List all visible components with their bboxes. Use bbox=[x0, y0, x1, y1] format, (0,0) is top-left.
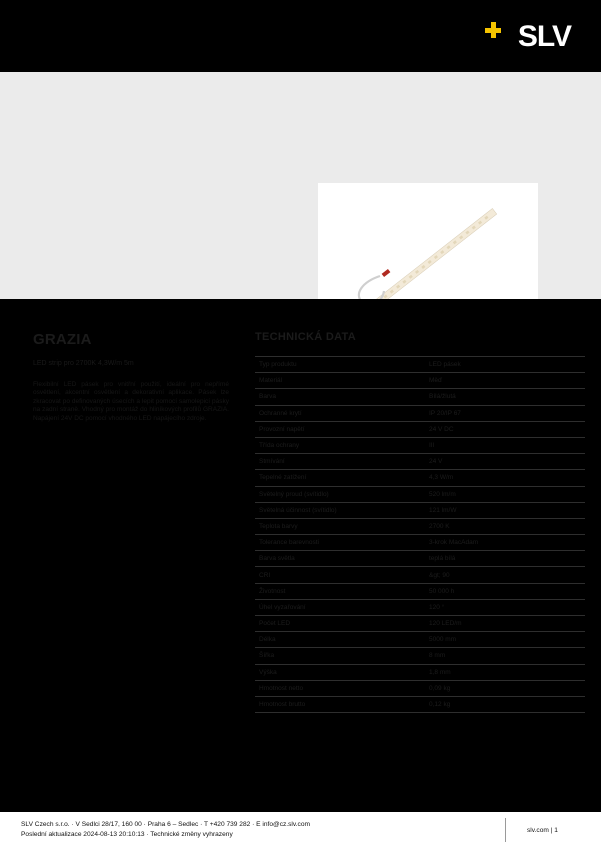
spec-value: 50 000 h bbox=[423, 583, 585, 599]
spec-key: Šířka bbox=[255, 648, 423, 664]
spec-key: Barva bbox=[255, 389, 423, 405]
spec-key: Stmívání bbox=[255, 454, 423, 470]
spec-key: Tolerance barevnosti bbox=[255, 535, 423, 551]
spec-value: 2700 K bbox=[423, 518, 585, 534]
spec-key: Barva světla bbox=[255, 551, 423, 567]
spec-key: Hmotnost brutto bbox=[255, 696, 423, 712]
spec-value: Měď bbox=[423, 373, 585, 389]
page-footer bbox=[0, 811, 601, 851]
spec-value: 24 V bbox=[423, 454, 585, 470]
table-row bbox=[255, 616, 585, 632]
spec-key: Délka bbox=[255, 632, 423, 648]
spec-value: 3-krok MacAdam bbox=[423, 535, 585, 551]
spec-table-body bbox=[255, 357, 585, 713]
page-title: GRAZIA bbox=[33, 331, 92, 348]
table-row bbox=[255, 357, 585, 373]
spec-key: CRI bbox=[255, 567, 423, 583]
spec-key: Ochranné krytí bbox=[255, 405, 423, 421]
table-row bbox=[255, 696, 585, 712]
page-header bbox=[0, 0, 601, 72]
product-image-band bbox=[0, 72, 601, 299]
spec-key: Počet LED bbox=[255, 616, 423, 632]
spec-value: III bbox=[423, 437, 585, 453]
footer-page-indicator: slv.com | 1 bbox=[527, 827, 558, 834]
spec-table-title: TECHNICKÁ DATA bbox=[255, 331, 356, 343]
spec-key: Světelná účinnost (svítidlo) bbox=[255, 502, 423, 518]
table-row bbox=[255, 421, 585, 437]
plus-icon bbox=[485, 22, 501, 38]
table-row bbox=[255, 502, 585, 518]
footer-address: SLV Czech s.r.o. · V Sedlci 28/17, 160 00 · Praha 6 – Sedlec · T +420 739 282 · E info@cz.slv.com bbox=[21, 821, 310, 828]
spec-value: 120 ° bbox=[423, 599, 585, 615]
table-row bbox=[255, 373, 585, 389]
table-row bbox=[255, 648, 585, 664]
table-row bbox=[255, 437, 585, 453]
table-row bbox=[255, 535, 585, 551]
spec-key: Materiál bbox=[255, 373, 423, 389]
spec-key: Teplota barvy bbox=[255, 518, 423, 534]
spec-value: 0,09 kg bbox=[423, 680, 585, 696]
table-row bbox=[255, 470, 585, 486]
spec-table bbox=[255, 356, 585, 713]
spec-value: 120 LED/m bbox=[423, 616, 585, 632]
table-row bbox=[255, 632, 585, 648]
table-row bbox=[255, 567, 585, 583]
table-row bbox=[255, 405, 585, 421]
spec-key: Úhel vyzařování bbox=[255, 599, 423, 615]
spec-key: Provozní napětí bbox=[255, 421, 423, 437]
spec-value: 121 lm/W bbox=[423, 502, 585, 518]
spec-value: 4,3 W/m bbox=[423, 470, 585, 486]
spec-key: Třída ochrany bbox=[255, 437, 423, 453]
footer-company-info bbox=[21, 820, 481, 840]
spec-value: 520 lm/m bbox=[423, 486, 585, 502]
spec-value: LED pásek bbox=[423, 357, 585, 373]
table-row bbox=[255, 551, 585, 567]
slv-logo bbox=[485, 20, 571, 54]
product-info-column bbox=[33, 331, 233, 423]
table-row bbox=[255, 583, 585, 599]
table-row bbox=[255, 389, 585, 405]
table-row bbox=[255, 664, 585, 680]
spec-key: Životnost bbox=[255, 583, 423, 599]
table-row bbox=[255, 680, 585, 696]
spec-value: 5000 mm bbox=[423, 632, 585, 648]
table-row bbox=[255, 599, 585, 615]
product-description: Flexibilní LED pásek pro vnitřní použití, ideální pro nepřímé osvětlení, akcentní osvětlení a dekorativní aplikace. Pásek lze zkracovat po definovaných úsecích a lepit pomocí samolepicí pásky na zadní straně. Vhodný pro montáž do hliníkových profilů GRAZIA. Napájení 24V DC pomocí vhodného LED napájecího zdroje. bbox=[33, 381, 229, 422]
spec-key: Typ produktu bbox=[255, 357, 423, 373]
table-row bbox=[255, 486, 585, 502]
footer-update: Poslední aktualizace 2024-08-13 20:10:13 · Technické změny vyhrazeny bbox=[21, 831, 233, 838]
spec-column bbox=[255, 331, 575, 713]
spec-value: 24 V DC bbox=[423, 421, 585, 437]
spec-value: &gt; 90 bbox=[423, 567, 585, 583]
spec-key: Světelný proud (svítidlo) bbox=[255, 486, 423, 502]
spec-value: Bílá/žlutá bbox=[423, 389, 585, 405]
spec-value: 1,8 mm bbox=[423, 664, 585, 680]
spec-value: 0,12 kg bbox=[423, 696, 585, 712]
product-subtitle: LED strip pro 2700K 4,3W/m 5m bbox=[33, 360, 134, 367]
brand-wordmark: SLV bbox=[517, 20, 571, 53]
table-row bbox=[255, 454, 585, 470]
table-row bbox=[255, 518, 585, 534]
spec-key: Výška bbox=[255, 664, 423, 680]
spec-value: IP 20/IP 67 bbox=[423, 405, 585, 421]
footer-divider bbox=[505, 818, 506, 842]
spec-value: teplá bílá bbox=[423, 551, 585, 567]
spec-key: Tepelné zatížení bbox=[255, 470, 423, 486]
spec-key: Hmotnost netto bbox=[255, 680, 423, 696]
spec-value: 8 mm bbox=[423, 648, 585, 664]
